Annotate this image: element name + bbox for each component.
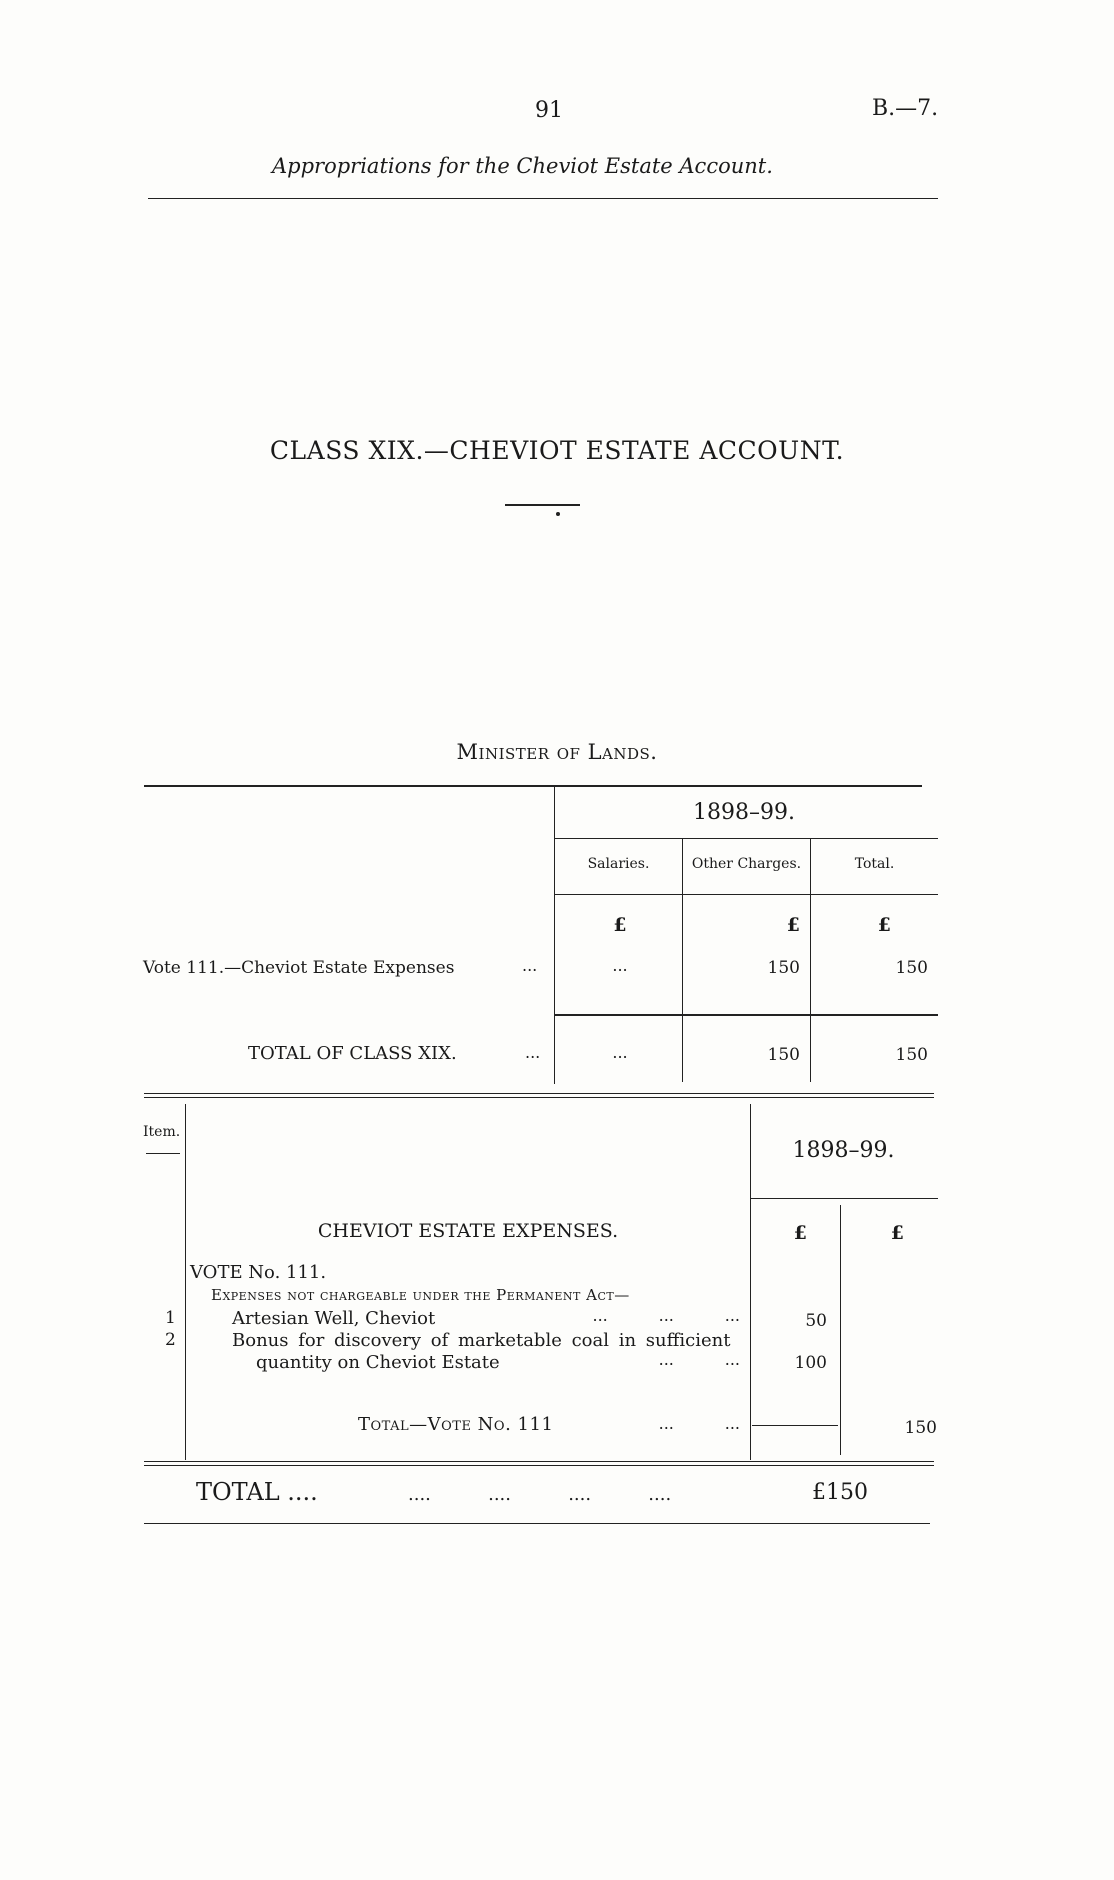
detail-currency-items: £: [793, 1222, 807, 1244]
item-1-amount: 50: [805, 1311, 827, 1331]
running-title: Appropriations for the Cheviot Estate Account.: [272, 154, 773, 178]
item-2-description: Bonus for discovery of marketable coal in sufficient: [232, 1330, 731, 1351]
currency-total: £: [877, 914, 891, 936]
class-total-other-charges: 150: [767, 1045, 800, 1065]
vote-total-rule: [752, 1425, 838, 1426]
class-total-salaries: ...: [612, 1043, 628, 1062]
detail-currency-total: £: [890, 1222, 904, 1244]
item-header-rule: [146, 1153, 180, 1154]
summary-year-rule: [555, 838, 938, 839]
class-total-label: TOTAL OF CLASS XIX.: [248, 1043, 457, 1064]
vote-111-dots: ...: [522, 956, 538, 975]
summary-total-rule: [555, 1014, 938, 1016]
item-1-number: 1: [165, 1308, 176, 1328]
class-total-total: 150: [895, 1045, 928, 1065]
summary-year: 1898–99.: [693, 800, 795, 825]
item-2-description-continued: quantity on Cheviot Estate: [256, 1352, 500, 1373]
summary-bottom-rule: [144, 1093, 934, 1094]
expenses-subheading: Expenses not chargeable under the Permanent Act—: [211, 1286, 630, 1304]
vote-111-total: 150: [895, 958, 928, 978]
document-reference: B.—7.: [872, 96, 939, 121]
col-header-other-charges: Other Charges.: [691, 856, 802, 872]
item-2-dots: ... ...: [658, 1350, 740, 1369]
summary-header-rule: [555, 894, 938, 895]
vote-total-dots: ... ...: [658, 1414, 740, 1433]
detail-year-rule: [751, 1198, 938, 1199]
minister-heading: Minister of Lands.: [456, 740, 658, 764]
grand-total-rule: [144, 1523, 930, 1524]
item-2-number: 2: [165, 1330, 176, 1350]
vote-111-salaries: ...: [612, 956, 628, 975]
vote-total-label: Total—Vote No. 111: [358, 1414, 554, 1435]
summary-col-divider: [554, 786, 555, 1084]
summary-bottom-rule: [144, 1097, 934, 1098]
class-title: CLASS XIX.—CHEVIOT ESTATE ACCOUNT.: [269, 436, 845, 465]
vote-111-label: Vote 111.—Cheviot Estate Expenses: [143, 958, 455, 978]
detail-heading: CHEVIOT ESTATE EXPENSES.: [317, 1220, 619, 1242]
vote-total-amount: 150: [904, 1418, 937, 1438]
currency-other: £: [786, 914, 800, 936]
vote-111-other-charges: 150: [767, 958, 800, 978]
grand-total-amount: £150: [812, 1480, 868, 1505]
detail-bottom-rule: [144, 1461, 934, 1462]
currency-salaries: £: [613, 914, 627, 936]
grand-total-dots: .... .... .... ....: [408, 1484, 672, 1505]
item-column-header: Item.: [143, 1124, 181, 1140]
title-ornament-dot: [556, 512, 560, 516]
item-2-amount: 100: [794, 1353, 827, 1373]
title-ornament-rule: [505, 504, 580, 506]
grand-total-label: TOTAL ....: [196, 1478, 318, 1506]
vote-number: VOTE No. 111.: [190, 1262, 327, 1283]
page-number: 91: [535, 98, 563, 123]
detail-year: 1898–99.: [792, 1138, 895, 1163]
summary-top-rule: [144, 785, 922, 787]
item-1-dots: ... ... ...: [592, 1306, 740, 1325]
col-header-total: Total.: [854, 856, 895, 872]
detail-bottom-rule: [144, 1465, 934, 1466]
class-total-dots: ...: [525, 1043, 541, 1062]
col-header-salaries: Salaries.: [587, 856, 650, 872]
item-1-description: Artesian Well, Cheviot: [232, 1308, 436, 1329]
header-rule: [148, 198, 938, 199]
detail-col-divider: [185, 1104, 186, 1460]
